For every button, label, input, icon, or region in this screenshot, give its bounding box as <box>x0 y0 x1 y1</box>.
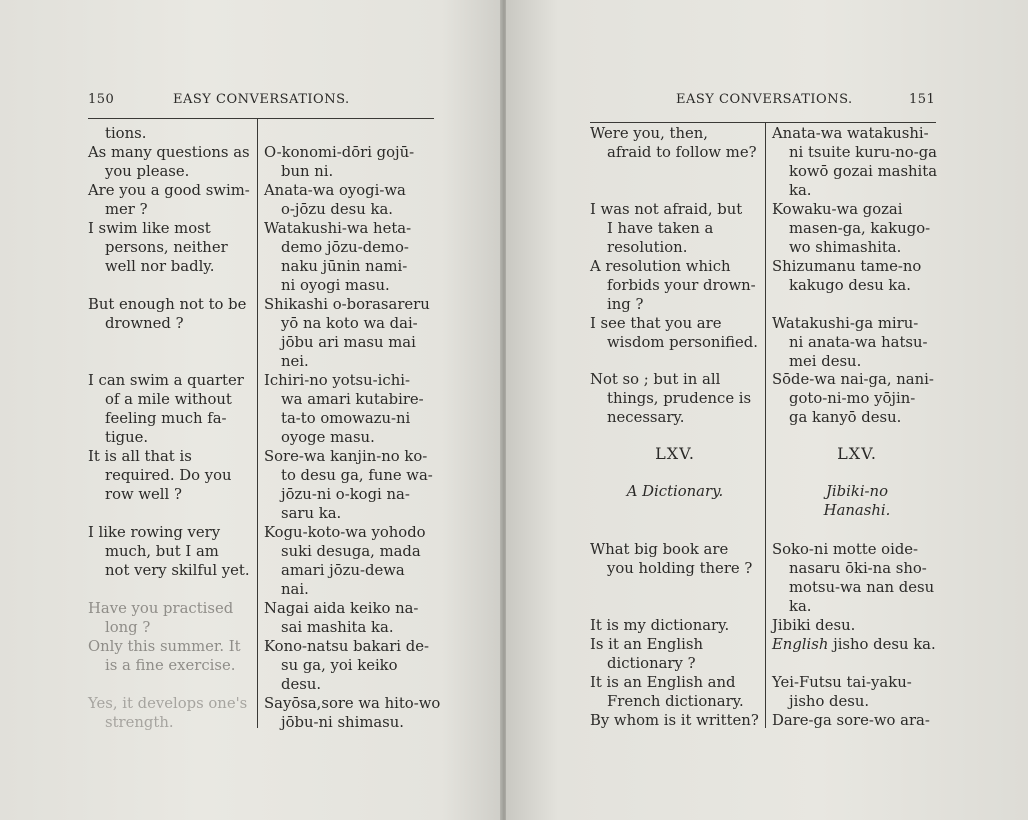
english-entry: Is it an English dictionary ? <box>590 636 703 672</box>
english-entry: I like rowing very much, but I am not very skilful yet. <box>88 524 250 579</box>
header-rule-left <box>88 118 434 119</box>
page-number-right: 151 <box>909 92 936 107</box>
japanese-entry: Anata-wa watakushi- ni tsuite kuru-no-ga kowō gozai mashita ka. <box>772 125 938 199</box>
japanese-entry: Kowaku-wa gozai masen-ga, kakugo- wo shimashita. <box>772 201 931 256</box>
english-entry: I can swim a quarter of a mile without feeling much fa- tigue. <box>88 372 244 446</box>
column-divider-left <box>257 118 258 728</box>
english-entry: A resolution which forbids your drown- ing ? <box>590 258 756 313</box>
english-column-left <box>88 124 252 734</box>
english-entry: Yes, it develops one's strength. <box>88 695 248 731</box>
header-rule-right <box>590 122 936 123</box>
japanese-entry: Shizumanu tame-no kakugo desu ka. <box>772 258 922 294</box>
japanese-entry: Kogu-koto-wa yohodo suki desuga, mada amari jōzu-dewa nai. <box>264 524 426 598</box>
english-entry: I see that you are wisdom personified. <box>590 315 758 351</box>
english-entry: I was not afraid, but I have taken a resolution. <box>590 201 743 256</box>
japanese-entry: Sōde-wa nai-ga, nani- goto-ni-mo yōjin- ga kanyō desu. <box>772 371 934 426</box>
japanese-entry: Jibiki desu. <box>772 617 856 634</box>
japanese-column-left <box>264 124 441 734</box>
japanese-entry: Watakushi-wa heta- demo jōzu-demo- naku jūnin nami- ni oyogi masu. <box>264 220 412 294</box>
english-entry: But enough not to be drowned ? <box>88 296 247 332</box>
japanese-column-right <box>772 124 942 734</box>
japanese-entry: O-konomi-dōri gojū- bun ni. <box>264 144 415 180</box>
english-entry: Are you a good swim- mer ? <box>88 182 250 218</box>
english-entry: By whom is it written? <box>590 712 759 729</box>
english-entry: tions. <box>105 125 147 142</box>
english-entry: What big book are you holding there ? <box>590 541 753 577</box>
section-number: LXV. <box>837 444 877 463</box>
page-number-left: 150 <box>88 92 115 107</box>
japanese-entry: Watakushi-ga miru- ni anata-wa hatsu- mei desu. <box>772 315 928 370</box>
japanese-entry: Dare-ga sore-wo ara- <box>772 712 930 729</box>
section-title: A Dictionary. <box>626 483 724 500</box>
japanese-entry: English jisho desu ka. <box>772 636 936 653</box>
english-column-right <box>590 124 760 734</box>
english-entry: It is my dictionary. <box>590 617 730 634</box>
running-head-left: EASY CONVERSATIONS. <box>173 92 350 107</box>
english-entry: It is an English and French dictionary. <box>590 674 744 710</box>
japanese-entry: Kono-natsu bakari de- su ga, yoi keiko desu. <box>264 638 429 693</box>
english-entry: As many questions as you please. <box>88 144 250 180</box>
japanese-entry: Anata-wa oyogi-wa o-jōzu desu ka. <box>264 182 406 218</box>
japanese-entry: Sayōsa,sore wa hito-wo jōbu-ni shimasu. <box>264 695 441 731</box>
japanese-entry: Soko-ni motte oide- nasaru ōki-na sho- motsu-wa nan desu ka. <box>772 541 935 615</box>
english-entry: Were you, then, afraid to follow me? <box>590 125 757 161</box>
japanese-entry: Shikashi o-borasareru yō na koto wa dai- jōbu ari masu mai nei. <box>264 296 430 370</box>
japanese-entry: Sore-wa kanjin-no ko- to desu ga, fune wa- jōzu-ni o-kogi na- saru ka. <box>264 448 433 522</box>
right-page <box>506 0 1028 820</box>
english-entry: Have you practised long ? <box>88 600 234 636</box>
japanese-entry: Yei-Futsu tai-yaku- jisho desu. <box>772 674 912 710</box>
left-page <box>0 0 502 820</box>
japanese-entry: Nagai aida keiko na- sai mashita ka. <box>264 600 419 636</box>
english-entry: Only this summer. It is a fine exercise. <box>88 638 241 674</box>
english-entry: Not so ; but in all things, prudence is necessary. <box>590 371 752 426</box>
column-divider-right <box>765 122 766 728</box>
english-entry: It is all that is required. Do you row well ? <box>88 448 232 503</box>
japanese-entry: Ichiri-no yotsu-ichi- wa amari kutabire- ta-to omowazu-ni oyoge masu. <box>264 372 424 446</box>
english-entry: I swim like most persons, neither well nor badly. <box>88 220 228 275</box>
section-number: LXV. <box>655 444 695 463</box>
running-head-right: EASY CONVERSATIONS. <box>676 92 853 107</box>
section-title: Jibiki-no Hanashi. <box>823 483 891 519</box>
